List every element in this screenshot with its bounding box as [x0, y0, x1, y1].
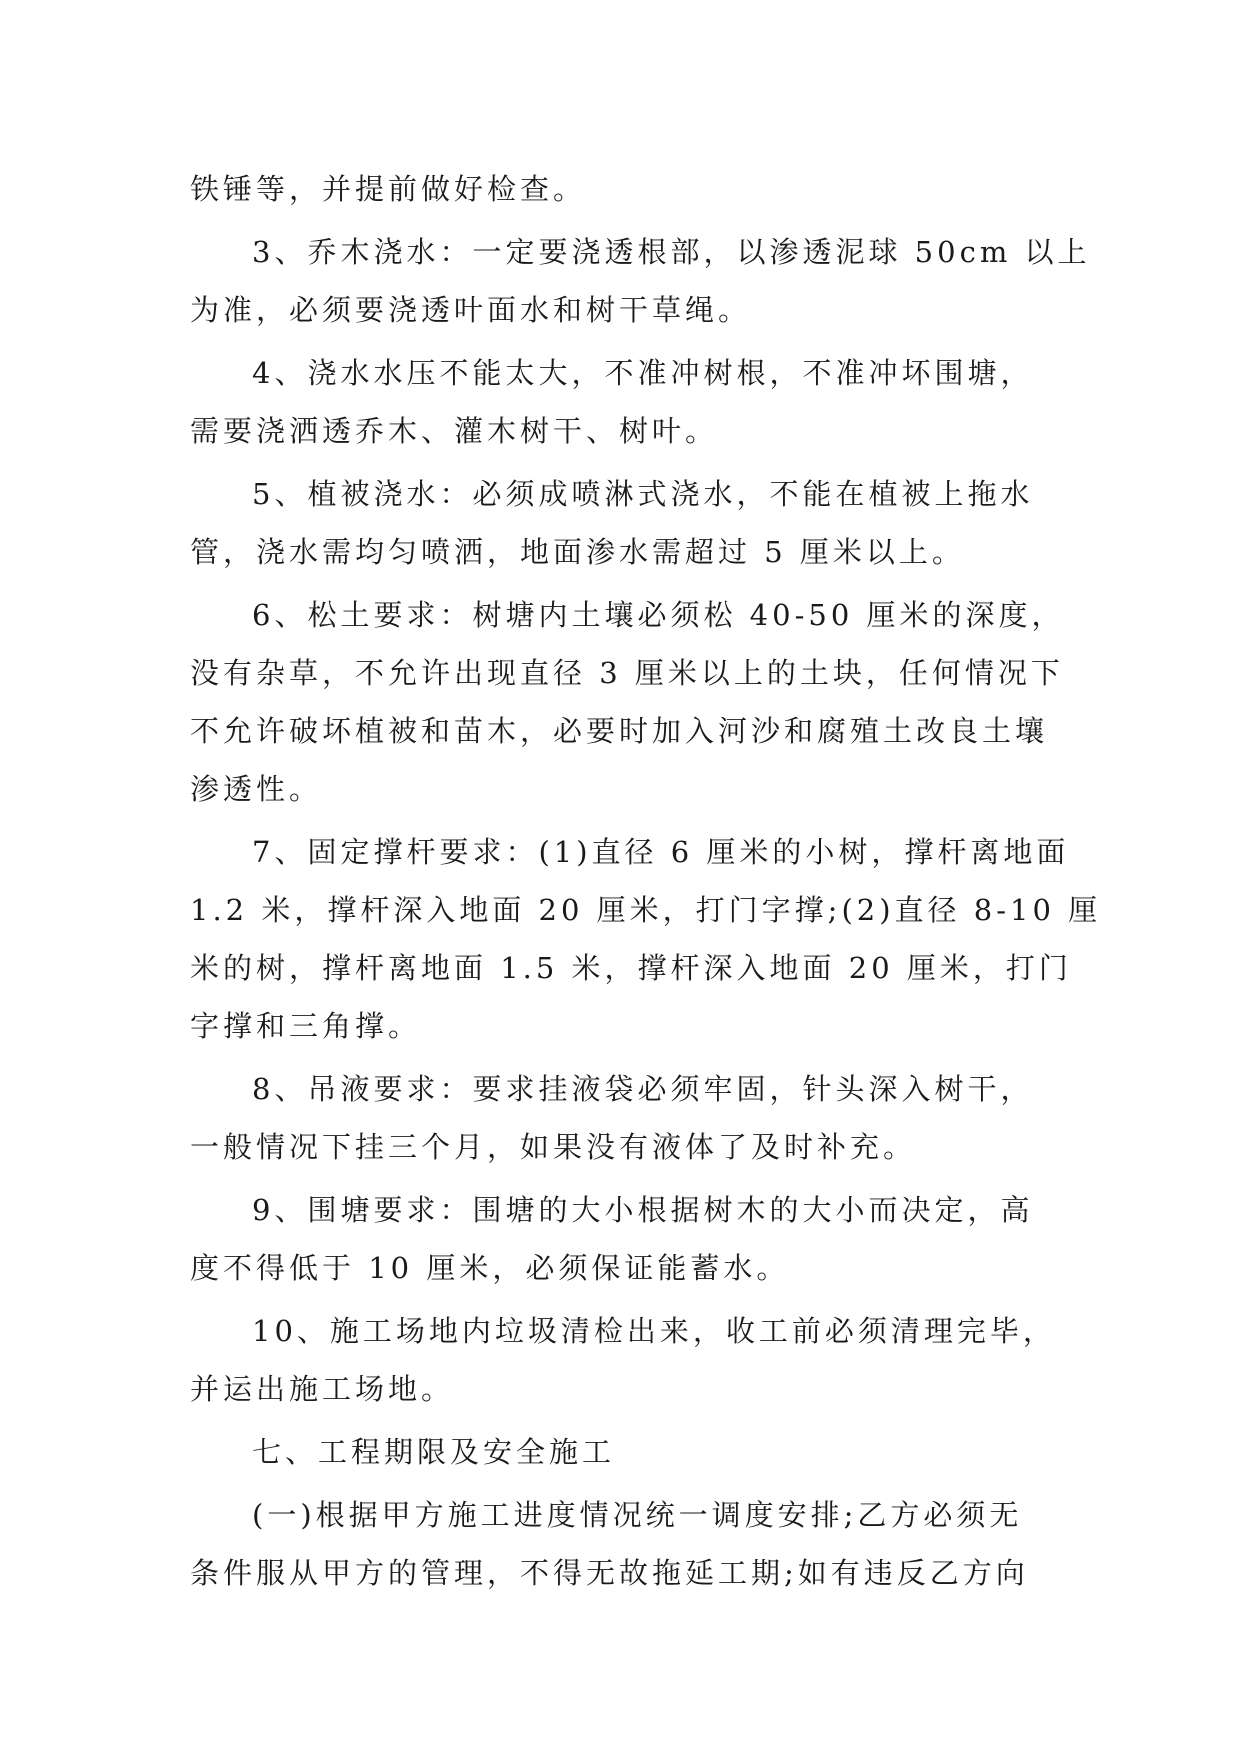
text-line: 4、浇水水压不能太大，不准冲树根，不准冲坏围塘， — [252, 356, 1034, 390]
text-line: 管，浇水需均匀喷洒，地面渗水需超过 5 厘米以上。 — [190, 535, 965, 569]
text-line: 6、松土要求：树塘内土壤必须松 40-50 厘米的深度， — [252, 598, 1065, 632]
paragraph — [190, 1060, 1054, 1176]
text-line: 需要浇洒透乔木、灌木树干、树叶。 — [190, 414, 719, 448]
text-line: 字撑和三角撑。 — [190, 1009, 422, 1043]
paragraph — [190, 1302, 1054, 1418]
text-line: 8、吊液要求：要求挂液袋必须牢固，针头深入树干， — [252, 1072, 1034, 1106]
text-line: 1.2 米，撑杆深入地面 20 厘米，打门字撑;(2)直径 8-10 厘 — [190, 893, 1102, 927]
paragraph — [190, 160, 1054, 218]
text-line: 米的树，撑杆离地面 1.5 米，撑杆深入地面 20 厘米，打门 — [190, 951, 1072, 985]
paragraph — [190, 586, 1065, 818]
paragraph — [190, 223, 1091, 339]
paragraph — [190, 1486, 1054, 1602]
paragraph — [190, 465, 1054, 581]
text-line: 9、围塘要求：围塘的大小根据树木的大小而决定，高 — [252, 1193, 1034, 1227]
paragraph — [190, 344, 1054, 460]
paragraph — [190, 823, 1102, 1055]
text-line: 渗透性。 — [190, 772, 323, 806]
paragraph — [190, 1423, 1054, 1481]
text-line: 条件服从甲方的管理，不得无故拖延工期;如有违反乙方向 — [190, 1556, 1029, 1590]
text-line: 没有杂草，不允许出现直径 3 厘米以上的土块，任何情况下 — [190, 656, 1064, 690]
document-body — [190, 160, 1102, 1607]
text-line: 铁锤等，并提前做好检查。 — [190, 172, 587, 206]
text-line: 3、乔木浇水：一定要浇透根部，以渗透泥球 50cm 以上 — [252, 235, 1091, 269]
text-line: 5、植被浇水：必须成喷淋式浇水，不能在植被上拖水 — [252, 477, 1034, 511]
text-line: 为准，必须要浇透叶面水和树干草绳。 — [190, 293, 752, 327]
text-line: 度不得低于 10 厘米，必须保证能蓄水。 — [190, 1251, 790, 1285]
text-line: 七、工程期限及安全施工 — [252, 1435, 616, 1469]
text-line: 一般情况下挂三个月，如果没有液体了及时补充。 — [190, 1130, 917, 1164]
text-line: 不允许破坏植被和苗木，必要时加入河沙和腐殖土改良土壤 — [190, 714, 1049, 748]
text-line: 10、施工场地内垃圾清检出来，收工前必须清理完毕， — [252, 1314, 1056, 1348]
text-line: 并运出施工场地。 — [190, 1372, 455, 1406]
paragraph — [190, 1181, 1054, 1297]
text-line: (一)根据甲方施工进度情况统一调度安排;乙方必须无 — [252, 1498, 1023, 1532]
text-line: 7、固定撑杆要求：(1)直径 6 厘米的小树，撑杆离地面 — [252, 835, 1070, 869]
